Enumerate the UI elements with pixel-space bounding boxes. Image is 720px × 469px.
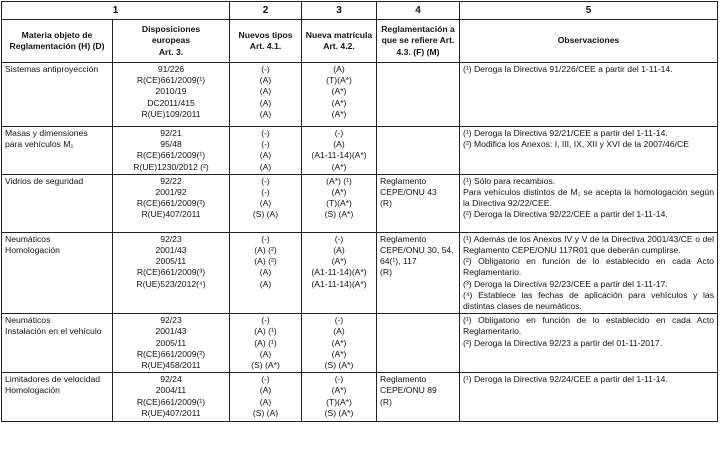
cell-nuevos-tipos-line: (A) [259, 385, 272, 396]
header-line: Art. 4.1. [249, 41, 282, 51]
cell-nueva-matricula-line: (A*) [331, 187, 347, 198]
header-line: europeas [151, 35, 191, 46]
column-number-5: 5 [460, 2, 718, 20]
cell-nuevos-tipos-line: (A) (¹) [254, 326, 277, 337]
cell-subject-line: para vehículos M₁ [5, 139, 74, 150]
cell-reglamentacion-line: 64(¹), 117 [380, 256, 417, 267]
regulation-table [1, 1, 718, 422]
cell-nuevos-tipos [230, 373, 302, 422]
cell-subject [2, 127, 113, 175]
cell-subject-line: Neumáticos [5, 315, 51, 326]
cell-nueva-matricula-line: (S) (A*) [324, 360, 354, 371]
column-number-3: 3 [302, 2, 377, 20]
cell-nuevos-tipos-line: (-) [261, 233, 270, 244]
cell-nueva-matricula [302, 232, 377, 313]
cell-subject [2, 373, 113, 422]
cell-nueva-matricula [302, 174, 377, 232]
cell-nueva-matricula-line: (A) [333, 245, 345, 256]
cell-observaciones-line: (¹) Deroga la Directiva 92/21/CEE a partir del 1-11-14. [463, 128, 668, 138]
cell-nueva-matricula-line: (A*) [331, 337, 347, 348]
cell-nueva-matricula-line: (A) [333, 64, 345, 74]
cell-disposiciones-line: 92/22 [160, 175, 182, 186]
cell-nueva-matricula-line: (A*) [331, 97, 347, 108]
cell-reglamentacion-line: CEPE/ONU 89 [380, 385, 437, 396]
cell-nuevos-tipos-line: (A) [259, 86, 272, 97]
cell-disposiciones-line: 95/48 [160, 139, 182, 150]
cell-nueva-matricula-line: (-) [334, 315, 344, 326]
cell-disposiciones [113, 174, 230, 232]
cell-disposiciones-line: 92/21 [160, 128, 182, 138]
cell-disposiciones-line: 2010/19 [155, 86, 187, 97]
cell-nuevos-tipos-line: (A) [259, 75, 272, 86]
header-line: Art. 4.2. [323, 41, 355, 51]
cell-disposiciones-line: R(CE)661/2009(²) [136, 348, 206, 359]
cell-disposiciones [113, 314, 230, 373]
cell-disposiciones-line: R(UE)407/2011 [141, 209, 201, 220]
cell-nueva-matricula [302, 127, 377, 175]
cell-disposiciones-line: 2001/43 [155, 245, 187, 256]
cell-nuevos-tipos-line: (A) [259, 198, 272, 209]
cell-reglamentacion [377, 373, 460, 422]
cell-subject [2, 314, 113, 373]
cell-subject-line: Homologación [5, 245, 60, 256]
column-number-2: 2 [230, 2, 302, 20]
header-line: Nueva matrícula [305, 29, 373, 40]
cell-nueva-matricula-line: (S) (A*) [324, 209, 354, 220]
cell-nueva-matricula [302, 63, 377, 127]
column-number-4: 4 [377, 2, 460, 20]
cell-disposiciones-line: R(CE)661/2009(¹) [136, 150, 206, 161]
cell-nuevos-tipos [230, 314, 302, 373]
header-line: Nuevos tipos [238, 29, 293, 40]
header-nueva-matricula [302, 20, 377, 63]
cell-observaciones-line: (⁴) Establece las fechas de aplicación para vehículos y las distintas clases de neumáticos. [463, 289, 714, 312]
cell-disposiciones-line: R(UE)1230/2012 (²) [133, 161, 209, 172]
cell-nueva-matricula [302, 314, 377, 373]
cell-disposiciones-line: R(CE)661/2009(¹) [136, 75, 206, 86]
cell-nueva-matricula-line: (A*) [331, 256, 347, 267]
cell-disposiciones-line: R(CE)661/2009(²) [136, 198, 206, 209]
cell-nuevos-tipos-line: (A) [259, 97, 272, 108]
cell-reglamentacion [377, 127, 460, 175]
cell-nueva-matricula-line: (S) (A*) [324, 407, 354, 418]
cell-observaciones-line: (¹) Obligatorio en función de lo establecido en cada Acto Reglamentario. [463, 315, 714, 337]
cell-reglamentacion [377, 314, 460, 373]
cell-observaciones [460, 174, 718, 232]
cell-nueva-matricula-line: (A) [333, 139, 345, 150]
cell-subject-line: Homologación [5, 385, 60, 396]
cell-nuevos-tipos-line: (-) [261, 374, 270, 385]
cell-nueva-matricula-line: (A1-11-14)(A*) [311, 278, 367, 289]
cell-observaciones [460, 314, 718, 373]
cell-nuevos-tipos-line: (S) (A*) [251, 360, 280, 371]
cell-observaciones-line: (¹) Sólo para recambios. [463, 175, 556, 186]
header-disposiciones [113, 20, 230, 63]
cell-disposiciones [113, 127, 230, 175]
cell-nuevos-tipos [230, 174, 302, 232]
cell-disposiciones-line: R(UE)407/2011 [141, 407, 201, 418]
cell-nuevos-tipos-line: (A) (²) [254, 245, 277, 256]
table-body [2, 63, 718, 422]
cell-nueva-matricula-line: (A*) [331, 108, 347, 119]
cell-subject [2, 174, 113, 232]
cell-subject-line: Instalación en el vehículo [5, 326, 102, 337]
cell-observaciones-line: (³) Deroga la Directiva 92/23/CEE a partir del 1-11-17. [463, 278, 668, 289]
header-observaciones [460, 20, 718, 63]
cell-reglamentacion-line: (R) [380, 198, 392, 209]
cell-nuevos-tipos-line: (A) (²) [254, 256, 277, 267]
cell-nuevos-tipos-line: (A) [259, 278, 272, 289]
cell-nueva-matricula [302, 373, 377, 422]
cell-subject-line: Sistemas antiproyección [5, 64, 99, 74]
cell-observaciones [460, 232, 718, 313]
header-materia [2, 20, 113, 63]
cell-reglamentacion-line: Reglamento [380, 175, 427, 186]
cell-nuevos-tipos-line: (A) [259, 108, 272, 119]
table-row [2, 63, 718, 127]
cell-nueva-matricula-line: (A) [333, 326, 345, 337]
cell-subject-line: Masas y dimensiones [5, 128, 88, 138]
header-line: Reglamentación (H) (D) [9, 41, 105, 51]
cell-disposiciones-line: R(UE)523/2012(⁴) [136, 278, 206, 289]
cell-nueva-matricula-line: (A*) (¹) [326, 175, 352, 186]
cell-subject [2, 232, 113, 313]
cell-disposiciones [113, 232, 230, 313]
header-line: que se refiere Art. [381, 35, 455, 46]
cell-reglamentacion [377, 232, 460, 313]
cell-disposiciones [113, 373, 230, 422]
cell-nueva-matricula-line: (A*) [331, 86, 347, 97]
cell-observaciones [460, 63, 718, 127]
cell-nuevos-tipos-line: (-) [261, 175, 270, 186]
cell-reglamentacion-line: Reglamento [380, 374, 427, 385]
header-line: Observaciones [557, 35, 620, 46]
cell-reglamentacion-line: (R) [380, 396, 392, 407]
cell-subject-line: Limitadores de velocidad [5, 374, 101, 385]
header-row [2, 20, 718, 63]
cell-observaciones-line: (¹) Deroga la Directiva 92/24/CEE a partir del 1-11-14. [463, 374, 668, 385]
cell-nuevos-tipos [230, 232, 302, 313]
column-number-1: 1 [2, 2, 230, 20]
cell-reglamentacion-line: CEPE/ONU 43 [380, 187, 437, 198]
header-nuevos-tipos [230, 20, 302, 63]
cell-nueva-matricula-line: (-) [334, 374, 344, 385]
cell-nuevos-tipos-line: (-) [261, 64, 270, 74]
cell-nuevos-tipos [230, 63, 302, 127]
cell-subject-line: Neumáticos [5, 233, 51, 244]
cell-observaciones-line: (²) Deroga la Directiva 92/22/CEE a partir del 1-11-14. [463, 209, 668, 220]
cell-reglamentacion [377, 174, 460, 232]
cell-nuevos-tipos [230, 127, 302, 175]
header-line: Materia objeto de [21, 29, 93, 40]
table-row [2, 314, 718, 373]
cell-disposiciones-line: 2001/92 [155, 187, 187, 198]
cell-subject-line: Vidrios de seguridad [5, 175, 84, 186]
cell-nuevos-tipos-line: (-) [261, 187, 270, 198]
cell-observaciones-line: (²) Obligatorio en función de lo establecido en cada Acto Reglamentario. [463, 256, 714, 278]
cell-disposiciones [113, 63, 230, 127]
cell-nuevos-tipos-line: (A) [259, 161, 272, 172]
cell-reglamentacion-line: Reglamento [380, 233, 427, 244]
table-row [2, 174, 718, 232]
cell-reglamentacion-line: CEPE/ONU 30, 54, [380, 245, 454, 256]
cell-nueva-matricula-line: (-) [334, 233, 344, 244]
cell-nuevos-tipos-line: (-) [261, 315, 270, 326]
cell-nuevos-tipos-line: (S) (A) [252, 209, 279, 220]
table-row [2, 373, 718, 422]
cell-nuevos-tipos-line: (A) [259, 396, 272, 407]
cell-disposiciones-line: R(CE)661/2009(¹) [136, 396, 206, 407]
table-row [2, 232, 718, 313]
cell-observaciones [460, 127, 718, 175]
cell-disposiciones-line: DC2011/415 [147, 97, 195, 108]
cell-disposiciones-line: R(UE)458/2011 [141, 360, 201, 371]
cell-observaciones-line: Para vehículos distintos de M₁ se acepta la homologación según la Directiva 92/22/CEE. [463, 187, 714, 209]
cell-subject [2, 63, 113, 127]
cell-nueva-matricula-line: (A*) [331, 385, 347, 396]
cell-nueva-matricula-line: (T)(A*) [326, 396, 352, 407]
cell-nueva-matricula-line: (A1-11-14)(A*) [311, 267, 367, 278]
cell-observaciones-line: (¹) Además de los Anexos IV y V de la Directiva 2001/43/CE o del Reglamento CEPE/ONU 117R01 que deberán cumplirse. [463, 233, 714, 256]
cell-nueva-matricula-line: (T)(A*) [326, 198, 352, 209]
cell-nueva-matricula-line: (-) [334, 128, 344, 138]
cell-nuevos-tipos-line: (-) [261, 128, 270, 138]
header-line: Reglamentación a [381, 24, 455, 35]
cell-nuevos-tipos-line: (-) [261, 139, 270, 150]
cell-disposiciones-line: 91/226 [157, 64, 185, 74]
cell-disposiciones-line: R(UE)109/2011 [141, 108, 201, 119]
cell-disposiciones-line: 2004/11 [155, 385, 187, 396]
cell-nuevos-tipos-line: (A) (¹) [254, 337, 277, 348]
cell-nueva-matricula-line: (T)(A*) [326, 75, 352, 86]
table-row [2, 127, 718, 175]
header-line: Art. 3. [158, 46, 184, 57]
cell-observaciones [460, 373, 718, 422]
header-line: Disposiciones [141, 24, 201, 35]
cell-disposiciones-line: 2005/11 [155, 256, 187, 267]
cell-nuevos-tipos-line: (A) [259, 150, 272, 161]
cell-reglamentacion-line: (R) [380, 267, 392, 278]
cell-observaciones-line: (²) Modifica los Anexos: I, III, IX, XII y XVI de la 2007/46/CE [463, 139, 689, 150]
cell-nuevos-tipos-line: (S) (A) [252, 407, 279, 418]
header-reglamentacion [377, 20, 460, 63]
cell-nuevos-tipos-line: (A) [259, 267, 272, 278]
cell-nueva-matricula-line: (A1-11-14)(A*) [311, 150, 367, 161]
cell-nuevos-tipos-line: (A) [259, 348, 272, 359]
cell-disposiciones-line: 92/23 [160, 233, 182, 244]
column-number-row [2, 2, 718, 20]
cell-observaciones-line: (¹) Deroga la Directiva 91/226/CEE a partir del 1-11-14. [463, 64, 673, 74]
cell-nueva-matricula-line: (A*) [331, 161, 347, 172]
cell-observaciones-line: (²) Deroga la Directiva 92/23 a partir del 01-11-2017. [463, 337, 663, 348]
cell-disposiciones-line: 2005/11 [155, 337, 187, 348]
cell-reglamentacion [377, 63, 460, 127]
cell-disposiciones-line: 92/23 [160, 315, 182, 326]
cell-disposiciones-line: 2001/43 [155, 326, 187, 337]
cell-nueva-matricula-line: (A*) [331, 348, 347, 359]
cell-disposiciones-line: R(CE)661/2009(³) [136, 267, 206, 278]
cell-disposiciones-line: 92/24 [160, 374, 182, 385]
header-line: 4.3. (F) (M) [396, 46, 440, 57]
